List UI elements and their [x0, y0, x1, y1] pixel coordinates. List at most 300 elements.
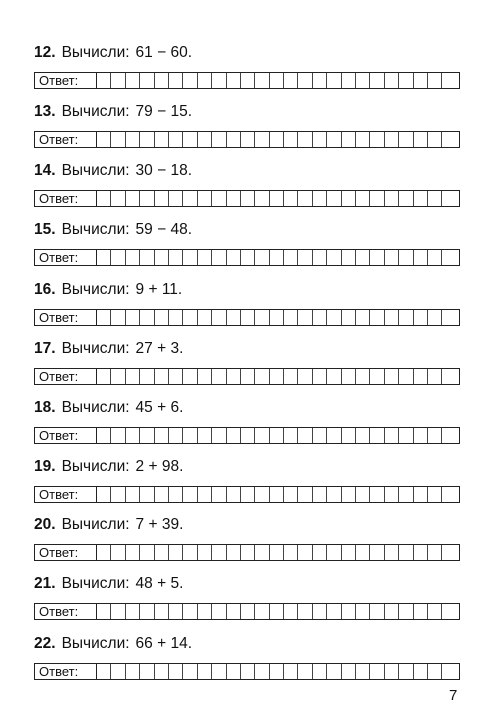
- answer-cell[interactable]: [327, 310, 341, 325]
- answer-cell[interactable]: [255, 545, 269, 560]
- answer-cell[interactable]: [140, 428, 154, 443]
- answer-cell[interactable]: [313, 250, 327, 265]
- answer-label: Ответ:: [35, 664, 97, 679]
- answer-cell[interactable]: [327, 250, 341, 265]
- answer-cell[interactable]: [155, 310, 169, 325]
- answer-cell[interactable]: [227, 73, 241, 88]
- answer-cell[interactable]: [385, 250, 399, 265]
- answer-cell[interactable]: [370, 191, 384, 206]
- answer-box[interactable]: [34, 190, 460, 207]
- answer-cell[interactable]: [255, 664, 269, 679]
- answer-cell[interactable]: [183, 132, 197, 147]
- answer-cell[interactable]: [227, 250, 241, 265]
- answer-cell[interactable]: [241, 428, 255, 443]
- answer-cell[interactable]: [111, 428, 125, 443]
- answer-cell[interactable]: [442, 487, 459, 502]
- answer-cell[interactable]: [227, 310, 241, 325]
- answer-cell[interactable]: [227, 191, 241, 206]
- answer-cell[interactable]: [284, 369, 298, 384]
- answer-cell[interactable]: [97, 73, 111, 88]
- answer-cell[interactable]: [370, 487, 384, 502]
- answer-box[interactable]: [34, 368, 460, 385]
- answer-cell[interactable]: [140, 664, 154, 679]
- answer-cell[interactable]: [356, 604, 370, 619]
- answer-cell[interactable]: [428, 428, 442, 443]
- answer-cell[interactable]: [442, 545, 459, 560]
- answer-cell[interactable]: [169, 604, 183, 619]
- answer-cell[interactable]: [370, 369, 384, 384]
- answer-cell[interactable]: [183, 664, 197, 679]
- answer-cell[interactable]: [183, 604, 197, 619]
- answer-cell[interactable]: [298, 250, 312, 265]
- answer-cell[interactable]: [126, 250, 140, 265]
- answer-box[interactable]: [34, 486, 460, 503]
- answer-cell[interactable]: [270, 664, 284, 679]
- answer-cell[interactable]: [183, 428, 197, 443]
- task-13: [34, 101, 460, 148]
- answer-cell[interactable]: [298, 73, 312, 88]
- answer-cell[interactable]: [241, 73, 255, 88]
- answer-cell[interactable]: [270, 487, 284, 502]
- answer-cell[interactable]: [241, 369, 255, 384]
- answer-cell[interactable]: [356, 132, 370, 147]
- answer-cell[interactable]: [428, 191, 442, 206]
- answer-cell[interactable]: [255, 191, 269, 206]
- answer-box[interactable]: [34, 663, 460, 680]
- answer-cell[interactable]: [442, 664, 459, 679]
- answer-cell[interactable]: [241, 132, 255, 147]
- answer-cell[interactable]: [442, 73, 459, 88]
- answer-cell[interactable]: [183, 487, 197, 502]
- answer-cell[interactable]: [370, 73, 384, 88]
- answer-cell[interactable]: [155, 250, 169, 265]
- answer-cell[interactable]: [385, 487, 399, 502]
- answer-cell[interactable]: [126, 487, 140, 502]
- answer-cell[interactable]: [198, 664, 212, 679]
- answer-cell[interactable]: [126, 132, 140, 147]
- answer-cell[interactable]: [414, 487, 428, 502]
- answer-cell[interactable]: [111, 664, 125, 679]
- answer-cell[interactable]: [313, 132, 327, 147]
- answer-cell[interactable]: [255, 604, 269, 619]
- task-question: [34, 42, 460, 64]
- answer-cell[interactable]: [370, 604, 384, 619]
- answer-cell[interactable]: [414, 428, 428, 443]
- answer-label: Ответ:: [35, 250, 97, 265]
- task-expression: 79 − 15.: [135, 103, 192, 120]
- answer-cell[interactable]: [284, 250, 298, 265]
- answer-cell[interactable]: [284, 428, 298, 443]
- answer-cell[interactable]: [155, 132, 169, 147]
- answer-cell[interactable]: [227, 487, 241, 502]
- answer-cell[interactable]: [428, 664, 442, 679]
- answer-cell[interactable]: [298, 132, 312, 147]
- answer-cell[interactable]: [428, 487, 442, 502]
- answer-cell[interactable]: [356, 545, 370, 560]
- answer-cell[interactable]: [97, 487, 111, 502]
- answer-cell[interactable]: [212, 428, 226, 443]
- answer-cell[interactable]: [169, 250, 183, 265]
- answer-cell[interactable]: [198, 369, 212, 384]
- answer-cell[interactable]: [241, 250, 255, 265]
- answer-cell[interactable]: [111, 191, 125, 206]
- answer-cell[interactable]: [385, 191, 399, 206]
- answer-cell[interactable]: [212, 604, 226, 619]
- answer-cell[interactable]: [212, 191, 226, 206]
- answer-cell[interactable]: [155, 664, 169, 679]
- answer-cell[interactable]: [126, 604, 140, 619]
- answer-cell[interactable]: [169, 487, 183, 502]
- answer-cell[interactable]: [111, 369, 125, 384]
- answer-cell[interactable]: [97, 191, 111, 206]
- answer-cell[interactable]: [126, 191, 140, 206]
- answer-cell[interactable]: [270, 73, 284, 88]
- answer-cell[interactable]: [298, 545, 312, 560]
- answer-cell[interactable]: [198, 604, 212, 619]
- answer-cell[interactable]: [169, 428, 183, 443]
- answer-cell[interactable]: [385, 428, 399, 443]
- answer-cell[interactable]: [270, 545, 284, 560]
- answer-cell[interactable]: [414, 604, 428, 619]
- answer-cell[interactable]: [169, 664, 183, 679]
- answer-cell[interactable]: [385, 545, 399, 560]
- answer-cell[interactable]: [198, 250, 212, 265]
- answer-cell[interactable]: [255, 369, 269, 384]
- answer-cell[interactable]: [342, 250, 356, 265]
- answer-cell[interactable]: [356, 191, 370, 206]
- answer-cell[interactable]: [140, 191, 154, 206]
- answer-cell[interactable]: [227, 428, 241, 443]
- answer-cell[interactable]: [140, 73, 154, 88]
- answer-cell[interactable]: [227, 604, 241, 619]
- answer-cell[interactable]: [428, 545, 442, 560]
- answer-cell[interactable]: [198, 487, 212, 502]
- answer-cell[interactable]: [270, 604, 284, 619]
- answer-cell[interactable]: [385, 310, 399, 325]
- answer-cell[interactable]: [399, 428, 413, 443]
- answer-cell[interactable]: [97, 132, 111, 147]
- answer-cell[interactable]: [284, 604, 298, 619]
- answer-cell[interactable]: [212, 545, 226, 560]
- answer-cell[interactable]: [255, 250, 269, 265]
- answer-cell[interactable]: [227, 545, 241, 560]
- answer-cell[interactable]: [385, 664, 399, 679]
- answer-cell[interactable]: [169, 73, 183, 88]
- answer-cell[interactable]: [111, 73, 125, 88]
- task-question: [34, 633, 460, 655]
- answer-cell[interactable]: [399, 664, 413, 679]
- answer-cell[interactable]: [284, 73, 298, 88]
- answer-cell[interactable]: [284, 664, 298, 679]
- answer-cell[interactable]: [97, 604, 111, 619]
- answer-cell[interactable]: [169, 132, 183, 147]
- answer-cell[interactable]: [385, 604, 399, 619]
- answer-cell[interactable]: [155, 73, 169, 88]
- answer-cell[interactable]: [370, 132, 384, 147]
- answer-cell[interactable]: [442, 191, 459, 206]
- answer-cell[interactable]: [313, 604, 327, 619]
- answer-cell[interactable]: [227, 664, 241, 679]
- answer-cell[interactable]: [140, 250, 154, 265]
- answer-cell[interactable]: [169, 310, 183, 325]
- answer-cell[interactable]: [140, 545, 154, 560]
- answer-cell[interactable]: [370, 428, 384, 443]
- answer-cell[interactable]: [342, 487, 356, 502]
- answer-cell[interactable]: [399, 310, 413, 325]
- answer-cell[interactable]: [155, 604, 169, 619]
- answer-cell[interactable]: [327, 664, 341, 679]
- answer-cell[interactable]: [111, 310, 125, 325]
- answer-cell[interactable]: [428, 250, 442, 265]
- answer-box[interactable]: [34, 427, 460, 444]
- answer-cell[interactable]: [313, 191, 327, 206]
- task-number: 13.: [34, 103, 56, 120]
- answer-cell[interactable]: [270, 250, 284, 265]
- answer-cell[interactable]: [140, 487, 154, 502]
- answer-cell[interactable]: [399, 487, 413, 502]
- answer-cell[interactable]: [140, 604, 154, 619]
- answer-cell[interactable]: [428, 73, 442, 88]
- answer-cell[interactable]: [169, 369, 183, 384]
- answer-cell[interactable]: [356, 487, 370, 502]
- answer-cell[interactable]: [270, 369, 284, 384]
- answer-cell[interactable]: [212, 250, 226, 265]
- answer-cell[interactable]: [255, 428, 269, 443]
- answer-cell[interactable]: [385, 132, 399, 147]
- answer-cell[interactable]: [97, 369, 111, 384]
- answer-cell[interactable]: [183, 310, 197, 325]
- answer-cell[interactable]: [183, 369, 197, 384]
- answer-cell[interactable]: [97, 664, 111, 679]
- task-expression: 45 + 6.: [135, 399, 184, 416]
- answer-cell[interactable]: [399, 369, 413, 384]
- answer-cell[interactable]: [198, 310, 212, 325]
- answer-box[interactable]: [34, 544, 460, 561]
- answer-cell[interactable]: [284, 191, 298, 206]
- answer-cell[interactable]: [111, 132, 125, 147]
- answer-cell[interactable]: [255, 487, 269, 502]
- answer-cell[interactable]: [342, 191, 356, 206]
- answer-cell[interactable]: [140, 369, 154, 384]
- answer-cell[interactable]: [327, 369, 341, 384]
- answer-cell[interactable]: [126, 428, 140, 443]
- answer-cell[interactable]: [298, 604, 312, 619]
- answer-cell[interactable]: [155, 428, 169, 443]
- answer-cell[interactable]: [241, 545, 255, 560]
- answer-cell[interactable]: [414, 191, 428, 206]
- answer-cell[interactable]: [342, 73, 356, 88]
- answer-cell[interactable]: [370, 545, 384, 560]
- answer-cell[interactable]: [370, 250, 384, 265]
- answer-cell[interactable]: [198, 428, 212, 443]
- answer-cell[interactable]: [327, 132, 341, 147]
- answer-cell[interactable]: [414, 369, 428, 384]
- answer-cell[interactable]: [212, 664, 226, 679]
- answer-cell[interactable]: [126, 310, 140, 325]
- answer-cell[interactable]: [313, 369, 327, 384]
- answer-box[interactable]: [34, 603, 460, 620]
- answer-cell[interactable]: [212, 487, 226, 502]
- answer-cell[interactable]: [399, 604, 413, 619]
- answer-cell[interactable]: [198, 73, 212, 88]
- answer-box[interactable]: [34, 309, 460, 326]
- answer-cell[interactable]: [356, 73, 370, 88]
- answer-cell[interactable]: [183, 73, 197, 88]
- answer-cell[interactable]: [442, 369, 459, 384]
- answer-cell[interactable]: [284, 132, 298, 147]
- answer-cell[interactable]: [313, 664, 327, 679]
- answer-cell[interactable]: [327, 191, 341, 206]
- answer-cell[interactable]: [327, 545, 341, 560]
- answer-cell[interactable]: [111, 545, 125, 560]
- answer-cell[interactable]: [212, 132, 226, 147]
- answer-cell[interactable]: [313, 73, 327, 88]
- answer-cell[interactable]: [255, 132, 269, 147]
- answer-cell[interactable]: [169, 191, 183, 206]
- answer-cell[interactable]: [414, 132, 428, 147]
- task-expression: 30 − 18.: [135, 162, 192, 179]
- answer-cell[interactable]: [198, 132, 212, 147]
- answer-cell[interactable]: [155, 545, 169, 560]
- answer-cell[interactable]: [342, 310, 356, 325]
- answer-cell[interactable]: [399, 132, 413, 147]
- answer-cell[interactable]: [255, 73, 269, 88]
- answer-cell[interactable]: [399, 73, 413, 88]
- answer-cell[interactable]: [140, 310, 154, 325]
- answer-cell[interactable]: [212, 310, 226, 325]
- answer-cell[interactable]: [313, 428, 327, 443]
- answer-cell[interactable]: [298, 428, 312, 443]
- answer-cell[interactable]: [385, 73, 399, 88]
- answer-box[interactable]: [34, 249, 460, 266]
- answer-cell[interactable]: [342, 428, 356, 443]
- answer-cell[interactable]: [442, 250, 459, 265]
- answer-cell[interactable]: [284, 310, 298, 325]
- answer-cell[interactable]: [428, 604, 442, 619]
- answer-cell[interactable]: [227, 132, 241, 147]
- answer-cell[interactable]: [342, 545, 356, 560]
- answer-cell[interactable]: [284, 487, 298, 502]
- answer-cell[interactable]: [227, 369, 241, 384]
- answer-cell[interactable]: [385, 369, 399, 384]
- answer-cell[interactable]: [270, 310, 284, 325]
- answer-cell[interactable]: [442, 132, 459, 147]
- answer-cell[interactable]: [442, 428, 459, 443]
- answer-cell[interactable]: [370, 664, 384, 679]
- answer-cell[interactable]: [198, 545, 212, 560]
- answer-cell[interactable]: [255, 310, 269, 325]
- answer-cell[interactable]: [342, 132, 356, 147]
- answer-cell[interactable]: [97, 428, 111, 443]
- answer-cell[interactable]: [356, 428, 370, 443]
- answer-cell[interactable]: [356, 369, 370, 384]
- answer-cell[interactable]: [270, 428, 284, 443]
- answer-cell[interactable]: [327, 73, 341, 88]
- answer-cell[interactable]: [399, 545, 413, 560]
- answer-cell[interactable]: [399, 250, 413, 265]
- task-19: [34, 456, 460, 503]
- answer-cell[interactable]: [428, 369, 442, 384]
- answer-cell[interactable]: [155, 487, 169, 502]
- task-number: 17.: [34, 340, 56, 357]
- task-verb: Вычисли:: [61, 103, 130, 120]
- answer-cell[interactable]: [356, 664, 370, 679]
- answer-cell[interactable]: [140, 132, 154, 147]
- answer-cell[interactable]: [126, 73, 140, 88]
- answer-cell[interactable]: [212, 369, 226, 384]
- answer-cell[interactable]: [155, 191, 169, 206]
- answer-cell[interactable]: [111, 250, 125, 265]
- answer-cell[interactable]: [342, 604, 356, 619]
- answer-cell[interactable]: [327, 604, 341, 619]
- answer-cell[interactable]: [370, 310, 384, 325]
- answer-cell[interactable]: [97, 545, 111, 560]
- answer-cell[interactable]: [442, 604, 459, 619]
- answer-cell[interactable]: [414, 250, 428, 265]
- answer-cell[interactable]: [126, 369, 140, 384]
- answer-cell[interactable]: [183, 191, 197, 206]
- answer-cell[interactable]: [414, 73, 428, 88]
- answer-cell[interactable]: [241, 604, 255, 619]
- answer-cell[interactable]: [298, 664, 312, 679]
- answer-cell[interactable]: [414, 664, 428, 679]
- answer-cell[interactable]: [212, 73, 226, 88]
- answer-cell[interactable]: [270, 132, 284, 147]
- answer-cell[interactable]: [327, 487, 341, 502]
- answer-cell[interactable]: [313, 310, 327, 325]
- answer-cell[interactable]: [198, 191, 212, 206]
- answer-cell[interactable]: [97, 250, 111, 265]
- answer-cell[interactable]: [428, 310, 442, 325]
- answer-cell[interactable]: [241, 664, 255, 679]
- answer-box[interactable]: [34, 72, 460, 89]
- answer-cell[interactable]: [284, 545, 298, 560]
- answer-cell[interactable]: [169, 545, 183, 560]
- answer-cell[interactable]: [442, 310, 459, 325]
- answer-cell[interactable]: [313, 487, 327, 502]
- answer-cell[interactable]: [241, 191, 255, 206]
- answer-cell[interactable]: [155, 369, 169, 384]
- answer-cell[interactable]: [111, 487, 125, 502]
- answer-cell[interactable]: [414, 545, 428, 560]
- answer-cell[interactable]: [342, 369, 356, 384]
- answer-cell[interactable]: [356, 310, 370, 325]
- answer-cell[interactable]: [399, 191, 413, 206]
- page-number: 7: [449, 687, 458, 704]
- answer-cell[interactable]: [183, 250, 197, 265]
- answer-cell[interactable]: [356, 250, 370, 265]
- task-number: 21.: [34, 575, 56, 592]
- answer-cell[interactable]: [414, 310, 428, 325]
- answer-cell[interactable]: [313, 545, 327, 560]
- answer-cell[interactable]: [270, 191, 284, 206]
- answer-cell[interactable]: [126, 545, 140, 560]
- answer-cell[interactable]: [327, 428, 341, 443]
- answer-cell[interactable]: [298, 191, 312, 206]
- answer-cell[interactable]: [97, 310, 111, 325]
- answer-cell[interactable]: [342, 664, 356, 679]
- answer-cell[interactable]: [298, 487, 312, 502]
- answer-cell[interactable]: [126, 664, 140, 679]
- answer-cell[interactable]: [298, 369, 312, 384]
- answer-cell[interactable]: [428, 132, 442, 147]
- answer-cell[interactable]: [241, 310, 255, 325]
- answer-cell[interactable]: [298, 310, 312, 325]
- answer-cell[interactable]: [241, 487, 255, 502]
- answer-cell[interactable]: [183, 545, 197, 560]
- answer-box[interactable]: [34, 131, 460, 148]
- answer-cell[interactable]: [111, 604, 125, 619]
